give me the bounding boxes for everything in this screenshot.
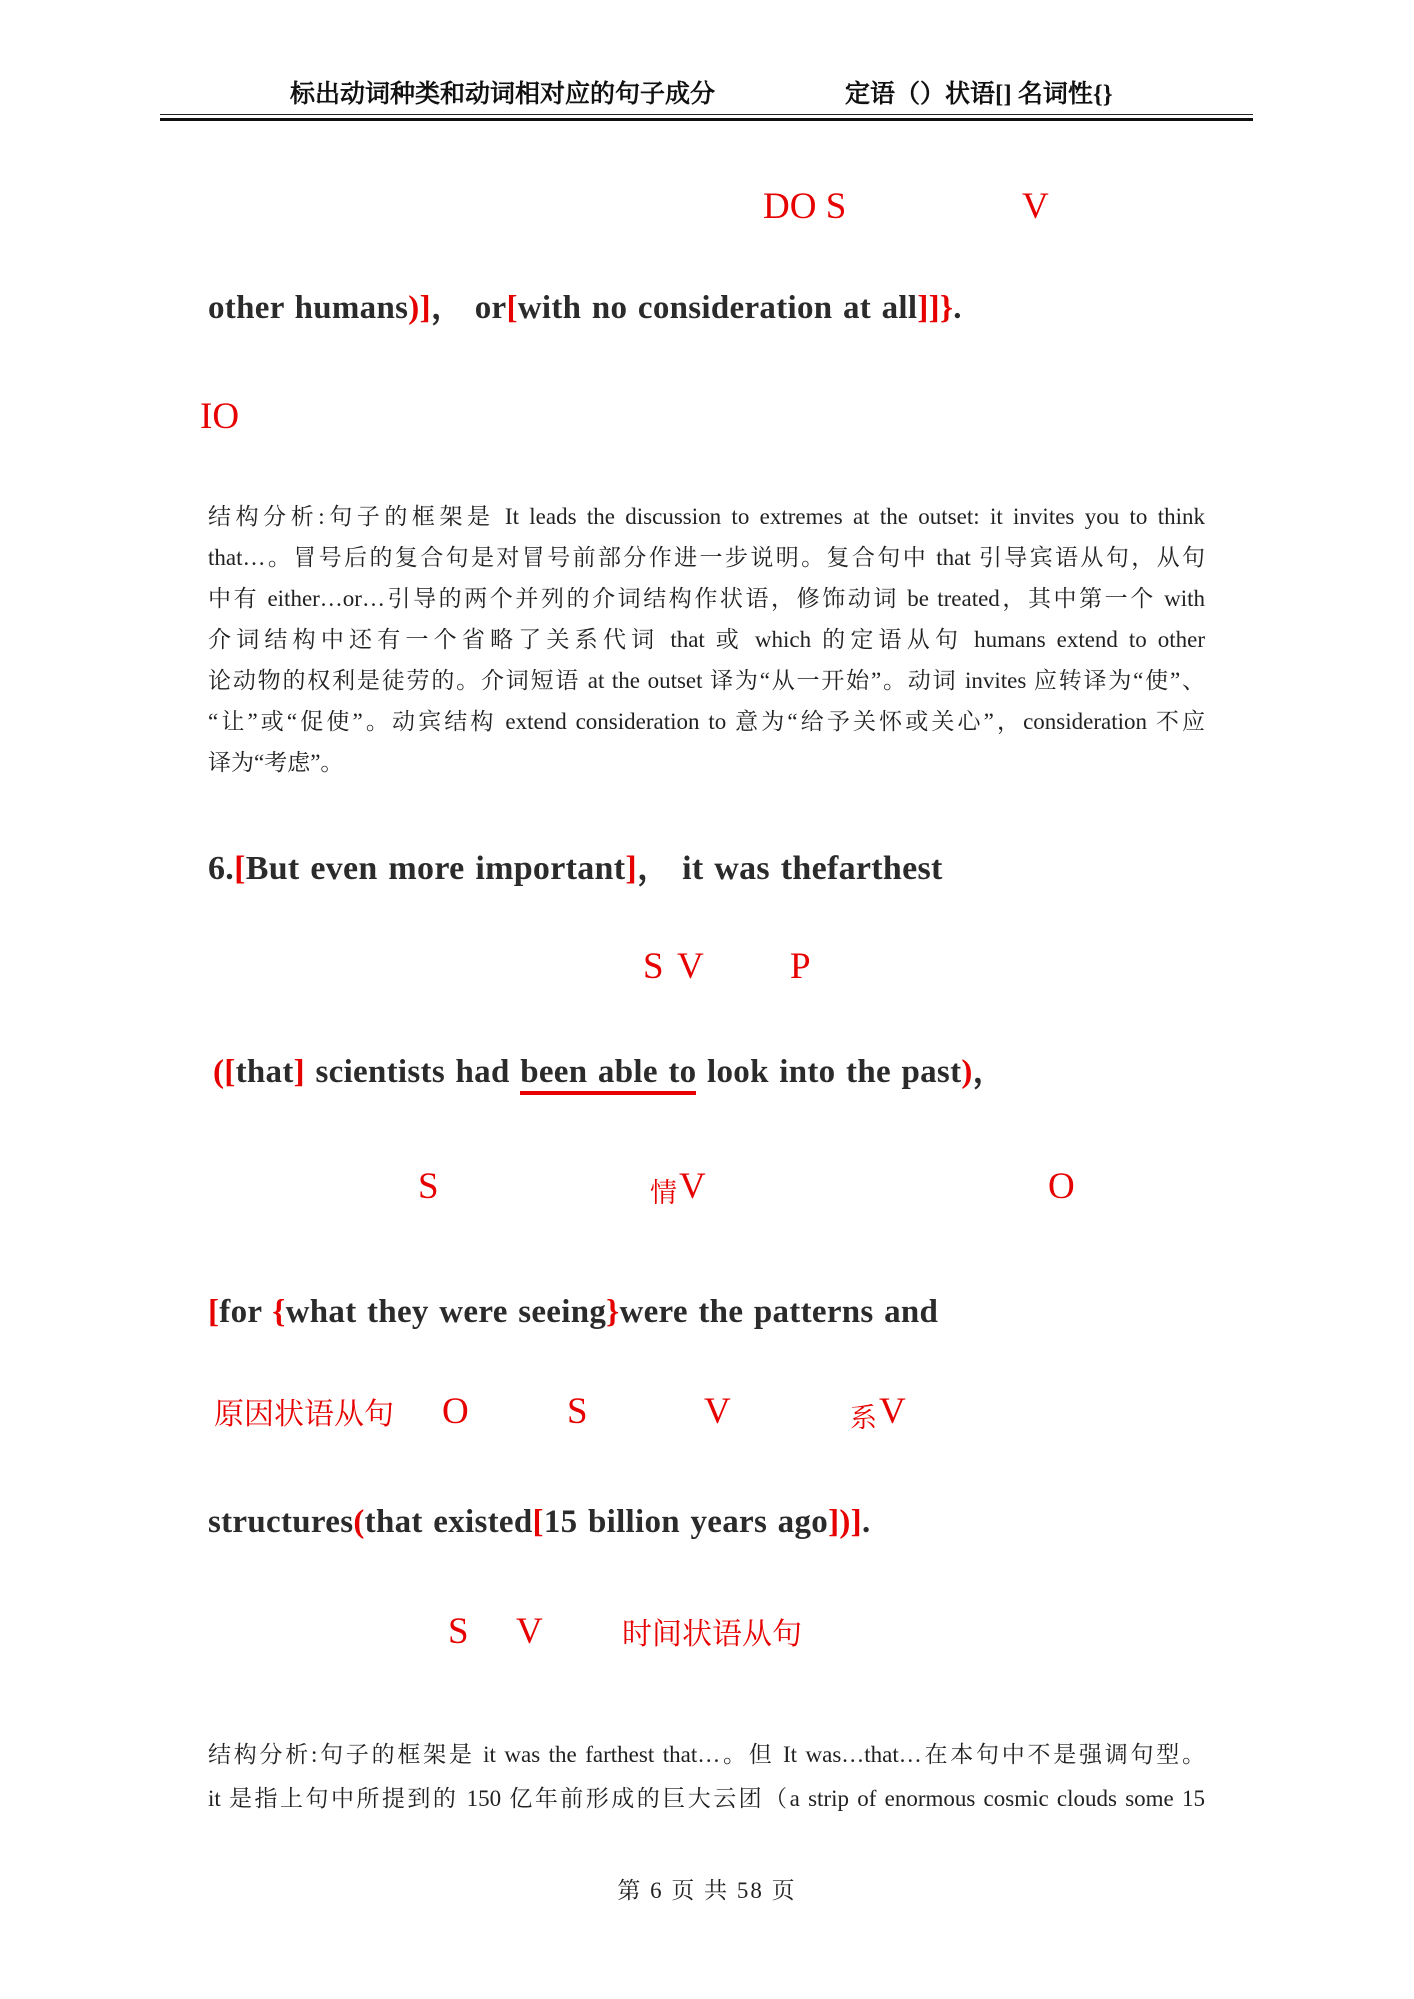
annotation-reason-clause-label: 原因状语从句 (214, 1398, 394, 1431)
sentence-text: for (219, 1294, 273, 1330)
sentence-text: . (953, 290, 962, 326)
sentence-text: ， (972, 1054, 1006, 1090)
bracket-marker: )] (408, 290, 431, 326)
analysis-line: 中有 either…or…引导的两个并列的介词结构作状语，修饰动词 be treated，其中第一个 with (208, 586, 1205, 611)
sentence-text: . (861, 1504, 871, 1540)
annotation-s: S (643, 946, 664, 987)
annotation-v: V (704, 1391, 731, 1432)
sentence-line-4 (208, 1293, 938, 1333)
analysis-line: 论动物的权利是徒劳的。介词短语 at the outset 译为“从一开始”。动词 invites 应转译为“使”、 (208, 668, 1205, 693)
annotation-s: S (418, 1166, 439, 1207)
sentence-text: it was thefarthest (682, 850, 943, 887)
bracket-marker: [ (506, 290, 518, 326)
bracket-marker: ] (625, 850, 637, 887)
sentence-text: structures (208, 1504, 354, 1540)
sentence-text: what they were seeing (285, 1294, 607, 1330)
sentence-line-5 (208, 1503, 871, 1543)
annotation-s: S (448, 1611, 469, 1652)
header-legend: 定语（）状语[] 名词性{} (845, 81, 1113, 108)
sentence-text: been able to (520, 1054, 696, 1095)
bracket-marker: [ (208, 1294, 220, 1330)
annotation-do-s: DO S (763, 186, 847, 227)
analysis-line: that…。冒号后的复合句是对冒号前部分作进一步说明。复合句中 that 引导宾语从句，从句 (208, 545, 1205, 570)
annotation-io: IO (200, 396, 240, 437)
sentence-text: with no consideration at all (517, 290, 918, 326)
annotation-time-clause-label: 时间状语从句 (622, 1618, 802, 1651)
sentence-line-3 (213, 1053, 1006, 1093)
analysis-line: it 是指上句中所提到的 150 亿年前形成的巨大云团（a strip of enormous cosmic clouds some 15 (208, 1786, 1205, 1811)
bracket-marker: ) (961, 1054, 973, 1090)
bracket-marker: ] (293, 1054, 305, 1090)
bracket-marker: ( (353, 1504, 365, 1540)
analysis-paragraph-2 (208, 1733, 1205, 1821)
sentence-text: 6. (208, 850, 235, 887)
bracket-marker: ]]} (917, 290, 954, 326)
analysis-line: 介词结构中还有一个省略了关系代词 that 或 which 的定语从句 humans extend to other (208, 627, 1205, 652)
header-title: 标出动词种类和动词相对应的句子成分 (290, 81, 716, 108)
analysis-line: 结构分析:句子的框架是 It leads the discussion to extremes at the outset: it invites you to think (208, 504, 1205, 529)
sentence-text: that (235, 1054, 294, 1090)
annotation-v: V (516, 1611, 543, 1652)
annotation-modal-label: 情 (650, 1178, 677, 1208)
header-rule-thick (160, 118, 1253, 121)
sentence-text: scientists had (304, 1054, 521, 1090)
sentence-text: or (474, 290, 507, 326)
annotation-v: V (1022, 186, 1049, 227)
bracket-marker: } (606, 1294, 620, 1330)
sentence-text: were the patterns and (619, 1294, 939, 1330)
analysis-paragraph-1 (208, 496, 1205, 783)
annotation-v: V (879, 1391, 906, 1432)
annotation-o: O (442, 1391, 469, 1432)
header-rule-thin (160, 114, 1253, 115)
bracket-marker: [ (234, 850, 246, 887)
sentence-text: ， (636, 850, 683, 887)
annotation-s: S (567, 1391, 588, 1432)
sentence-heading-6 (208, 849, 943, 890)
analysis-line: 结构分析:句子的框架是 it was the farthest that…。但 It was…that…在本句中不是强调句型。 (208, 1742, 1205, 1767)
bracket-marker: [ (532, 1504, 544, 1540)
annotation-linking-label: 系 (850, 1403, 877, 1433)
analysis-line: “让”或“促使”。动宾结构 extend consideration to 意为“给予关怀或关心”，consideration 不应 (208, 709, 1205, 734)
annotation-o: O (1048, 1166, 1075, 1207)
sentence-text: that existed (364, 1504, 533, 1540)
sentence-text: other humans (208, 290, 409, 326)
page-footer: 第 6 页 共 58 页 (617, 1878, 797, 1903)
bracket-marker: { (272, 1294, 286, 1330)
sentence-text: But even more important (245, 850, 626, 887)
annotation-v: V (679, 1166, 706, 1207)
annotation-v: V (677, 946, 704, 987)
analysis-line: 译为“考虑”。 (208, 750, 344, 775)
bracket-marker: ([ (213, 1054, 236, 1090)
sentence-text: 15 billion years ago (543, 1504, 829, 1540)
sentence-text: ， (430, 290, 475, 326)
annotation-p: P (790, 946, 811, 987)
sentence-text: look into the past (696, 1054, 962, 1090)
bracket-marker: ])] (828, 1504, 862, 1540)
sentence-line-1 (208, 289, 962, 329)
